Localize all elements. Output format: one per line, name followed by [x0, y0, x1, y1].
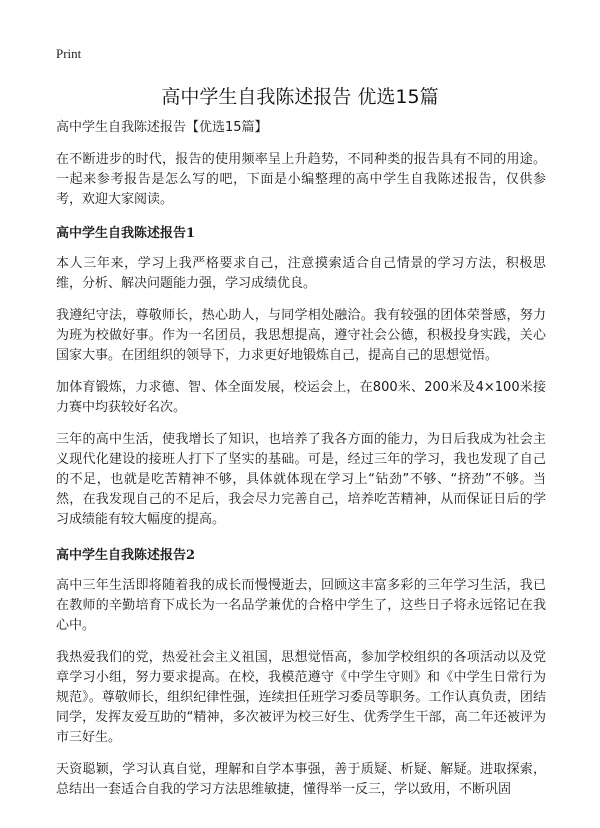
- print-link[interactable]: Print: [56, 46, 82, 61]
- section-heading: 高中学生自我陈述报告2: [56, 548, 196, 563]
- document-title: 高中学生自我陈述报告 优选15篇: [161, 86, 439, 108]
- document-body: [56, 118, 546, 812]
- paragraph: 加体育锻炼，力求德、智、体全面发展，校运会上，在800米、200米及4×100米接力赛中均获较好名次。: [56, 380, 546, 415]
- section-heading: 高中学生自我陈述报告1: [56, 226, 196, 241]
- paragraph: 高中三年生活即将随着我的成长而慢慢逝去，回顾这丰富多彩的三年学习生活，我已在教师的辛勤培育下成长为一名品学兼优的合格中学生了，这些日子将永远铭记在我心中。: [56, 578, 546, 633]
- section-2: [56, 546, 546, 800]
- document-subtitle: 高中学生自我陈述报告【优选15篇】: [56, 120, 268, 135]
- section-1: [56, 224, 546, 530]
- paragraph: 本人三年来，学习上我严格要求自己，注意摸索适合自己情景的学习方法，积极思维，分析、解决问题能力强，学习成绩优良。: [56, 256, 546, 291]
- paragraph: 三年的高中生活，使我增长了知识，也培养了我各方面的能力，为日后我成为社会主义现代化建设的接班人打下了坚实的基础。可是，经过三年的学习，我也发现了自己的不足，也就是吃苦精神不够，具体就体现在学习上“钻劲”不够、“挤劲”不够。当然，在我发现自己的不足后，我会尽力完善自己，培养吃苦精神，从而保证日后的学习成绩能有较大幅度的提高。: [56, 432, 546, 527]
- intro-paragraph: 在不断进步的时代，报告的使用频率呈上升趋势，不同种类的报告具有不同的用途。一起来参考报告是怎么写的吧，下面是小编整理的高中学生自我陈述报告，仅供参考，欢迎大家阅读。: [56, 152, 546, 207]
- paragraph: 我热爱我们的党，热爱社会主义祖国，思想觉悟高，参加学校组织的各项活动以及党章学习小组，努力要求提高。在校，我模范遵守《中学生守则》和《中学生日常行为规范》。尊敬师长，组织纪律性强，连续担任班学习委员等职务。工作认真负责，团结同学，发挥友爱互助的“精神，多次被评为校三好生、优秀学生干部，高二年还被评为市三好生。: [56, 650, 546, 745]
- paragraph: 我遵纪守法，尊敬师长，热心助人，与同学相处融洽。我有较强的团体荣誉感，努力为班为校做好事。作为一名团员，我思想提高，遵守社会公德，积极投身实践，关心国家大事。在团组织的领导下，力求更好地锻炼自己，提高自己的思想觉悟。: [56, 308, 546, 363]
- paragraph: 天资聪颖，学习认真自觉，理解和自学本事强，善于质疑、析疑、解疑。进取探索，总结出一套适合自我的学习方法思维敏捷，懂得举一反三，学以致用，不断巩固: [56, 762, 546, 797]
